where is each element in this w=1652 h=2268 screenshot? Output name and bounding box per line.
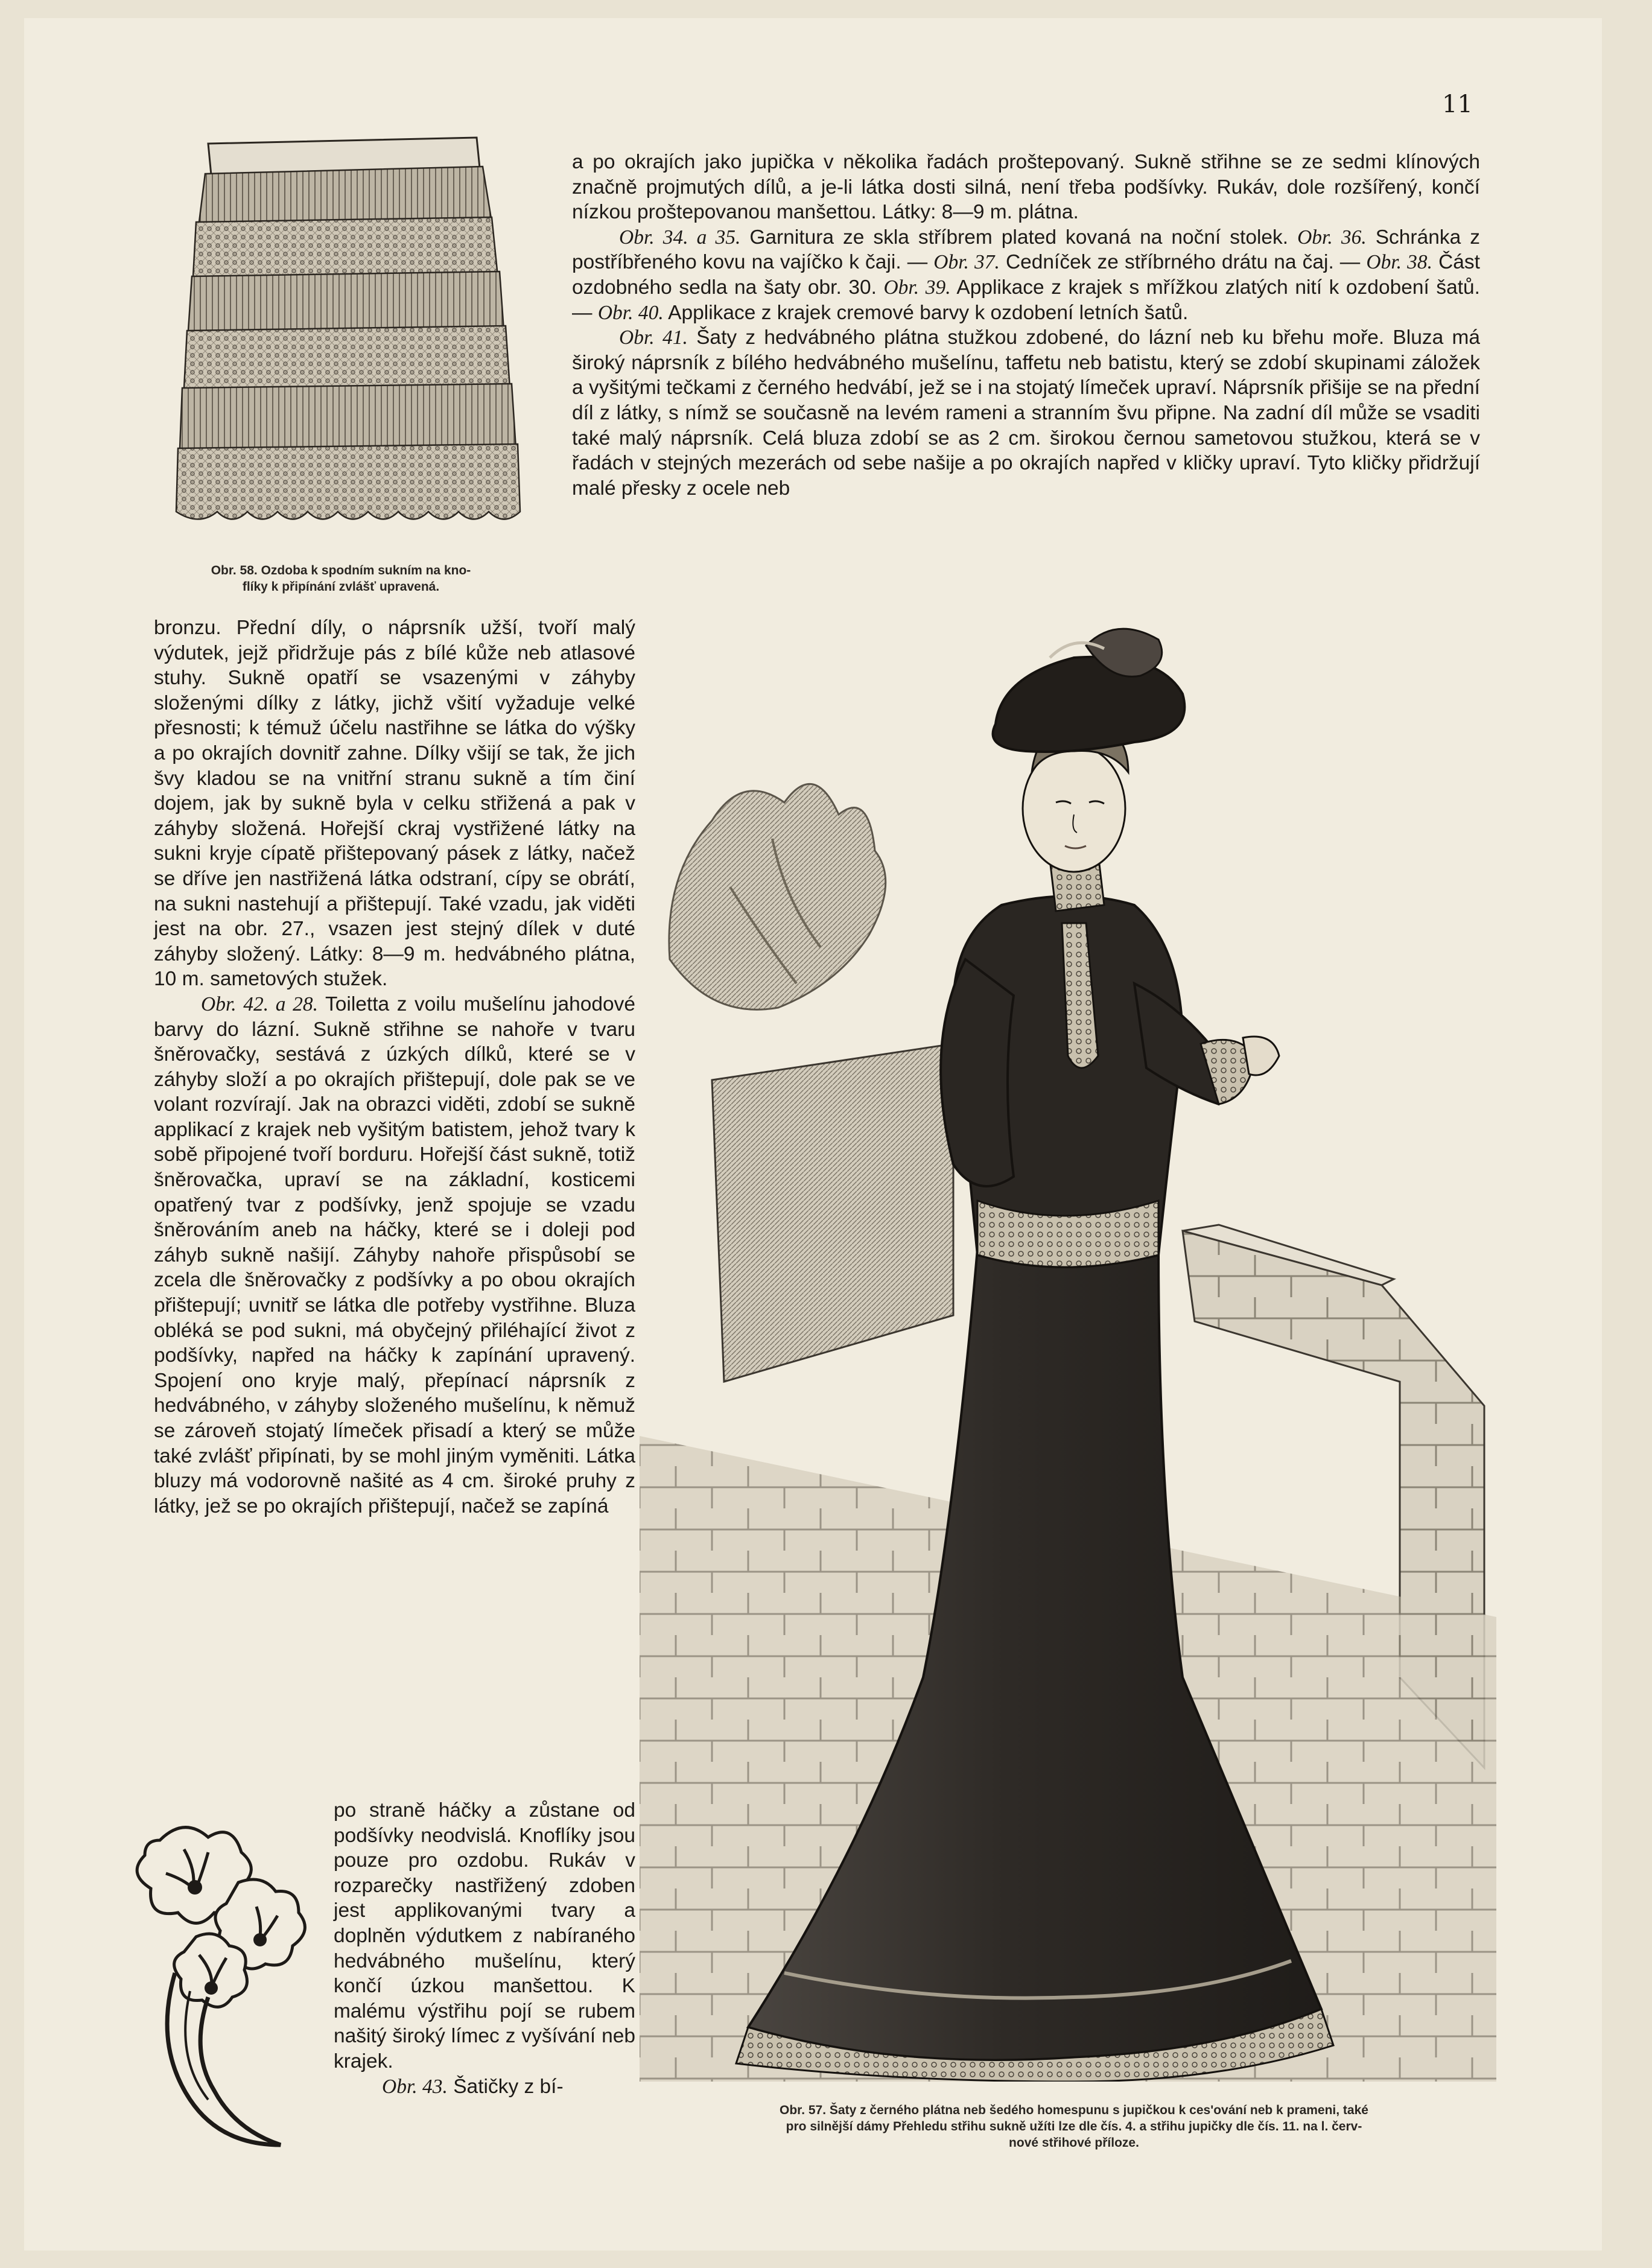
- figure-58-caption-line-2: flíky k připínání zvlášť upravená.: [242, 580, 440, 594]
- skirt-ornament-illustration: [163, 132, 525, 548]
- figure-reference: Obr. 41.: [619, 326, 688, 349]
- figure-57-caption: [652, 2102, 1496, 2151]
- figure-reference: Obr. 39.: [883, 276, 951, 299]
- figure-reference: Obr. 42. a 28.: [201, 993, 319, 1015]
- paragraph: Obr. 43. Šatičky z bí-: [382, 2075, 564, 2098]
- figure-58-caption: [151, 562, 531, 595]
- figure-58-caption-line-1: Obr. 58. Ozdoba k spodním sukním na kno-: [211, 564, 471, 577]
- figure-reference: Obr. 37.: [933, 251, 1000, 274]
- paragraph: Obr. 41. Šaty z hedvábného plátna stužkou zdobené, do lázní neb ku břehu moře. Bluza má široký náprsník z bílého hedvábného mušelínu, taffetu neb batistu, který se zdobí skupinami záložek a vyšitými tečkami z černého hedvábí, jež se i na stojatý límeček upraví. Náprsník přišije se na přední díl z látky, s nímž se současně na levém rameni a stranním švu připne. Na zadní díl může se vsaditi také malý náprsník. Celá bluza zdobí se as 2 cm. širokou černou sametovou stužkou, která se v řadách v stejných mezerách od sebe našije a po okrajích napřed v kličky upraví. Tyto kličky přidržují malé přesky z ocele neb: [572, 326, 1480, 500]
- left-column-text: [154, 615, 635, 1519]
- page-number: 11: [1442, 91, 1473, 118]
- paragraph: a po okrajích jako jupička v několika řadách proštepovaný. Sukně střihne se ze sedmi klínových značně projmutých dílů, a je-li látka dosti silná, není třeba podšívky. Rukáv, dole rozšířený, končí nízkou proštepovanou manšettou. Látky: 8—9 m. plátna.: [572, 151, 1480, 224]
- figure-57-caption-line-1: Obr. 57. Šaty z černého plátna neb šedého homespunu s jupičkou k ces'ování neb k prameni, také: [780, 2103, 1368, 2117]
- figure-reference: Obr. 43.: [382, 2075, 448, 2098]
- pansy-ornament-icon: [118, 1816, 317, 2154]
- paragraph: bronzu. Přední díly, o náprsník užší, tvoří malý výdutek, jejž přidržuje pás z bílé kůže neb atlasové stuhy. Sukně opatří se vsazenými v záhyby složenými dílky z látky, jichž všití vyžaduje velké přesnosti; k témuž účelu nastřihne se látka do výšky a po okrajích dovnitř zahne. Dílky všijí se tak, že jich švy kladou se na vnitřní stranu sukně a tím činí dojem, jak by sukně byla v celku střižená a pak v záhyby složená. Hořejší ckraj vystřižené látky na sukni kryje cípatě přištepovaný pásek z látky, načež se dříve jen nastřižená látka odstraní, cípy se obrátí, na sukni nastehují a přištepují. Také vzadu, jak viděti jest na obr. 27., vsazen jest stejný dílek v duté záhyby složený. Látky: 8—9 m. hedvábného plátna, 10 m. sametových stužek.: [154, 617, 635, 991]
- figure-reference: Obr. 34. a 35.: [619, 226, 741, 249]
- paragraph: po straně háčky a zůstane od podšívky neodvislá. Knoflíky jsou pouze pro ozdobu. Rukáv v rozparečky nastřižený zdoben jest applikovanými tvary a doplněn výdutkem z nabíraného hedvábného mušelínu, který končí úzkou manšettou. K malému výstřihu pojí se rubem našitý široký límec z vyšívání neb krajek.: [334, 1799, 635, 2073]
- figure-reference: Obr. 40.: [597, 301, 664, 324]
- figure-reference: Obr. 38.: [1366, 251, 1433, 274]
- right-column-text: [572, 150, 1480, 501]
- left-column-narrow-text: [334, 1798, 635, 2099]
- paragraph: Obr. 42. a 28. Toiletta z voilu mušelínu jahodové barvy do lázní. Sukně střihne se nahoře v tvaru šněrovačky, sestává z úzkých dílků, které se v záhyby složí a po okrajích přištepují, dole pak se ve volant rozvírají. Jak na obrazci viděti, zdobí se sukně applikací z krajek neb vyšitým batistem, jehož tvary k sobě připojené tvoří borduru. Hořejší část sukně, totiž šněrovačka, upraví se na základní, kosticemi opatřený tvar z podšívky, jenž spojuje se vzadu šněrováním aneb na háčky, které se i doleji pod záhyb sukně našijí. Záhyby nahoře přispůsobí se zcela dle šněrovačky z podšívky a po obou okrajích přištepují; uvnitř se látka dle potřeby vystřihne. Bluza obléká se pod sukni, má obyčejný přiléhající život z podšívky, napřed na háčky k zapínání upravený. Spojení ono kryje malý, přepínací náprsník z hedvábného, v záhyby složeného mušelínu, k němuž se zároveň stojatý límeček přisadí a který se může také zvlášť připínati, by se mohl jiným vyměniti. Látka bluzy má vodorovně našité as 4 cm. široké pruhy z látky, jež se po okrajích přištepují, načež se zapíná: [154, 993, 635, 1517]
- figure-reference: Obr. 36.: [1297, 226, 1367, 249]
- figure-57-caption-line-3: nové střihové příloze.: [1009, 2136, 1139, 2150]
- figure-57-caption-line-2: pro silnější dámy Přehledu střihu sukně užíti lze dle čís. 4. a střihu jupičky dle čís. 11. na l. červ-: [786, 2120, 1362, 2133]
- woman-in-dress-illustration: [640, 621, 1496, 2082]
- paragraph: Obr. 34. a 35. Garnitura ze skla stříbrem plated kovaná na noční stolek. Obr. 36. Schránka z postříbřeného kovu na vajíčko k čaji. — Obr. 37. Cedníček ze stříbrného drátu na čaj. — Obr. 38. Část ozdobného sedla na šaty obr. 30. Obr. 39. Applikace z krajek s mřížkou zlatých nití k ozdobení šatů. — Obr. 40. Applikace z krajek cremové barvy k ozdobení letních šatů.: [572, 226, 1480, 324]
